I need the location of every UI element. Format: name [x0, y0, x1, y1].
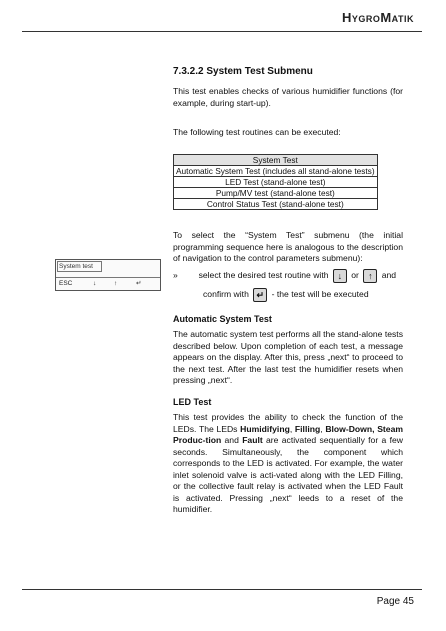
and-text: and [381, 270, 397, 280]
system-test-table [173, 154, 378, 210]
table-row [174, 199, 378, 210]
down-arrow-icon: ↓ [93, 280, 97, 287]
lcd-softkey-bar [56, 277, 160, 290]
select-text: select the desired test routine with [198, 270, 329, 280]
section-title: 7.3.2.2 System Test Submenu [173, 66, 313, 77]
confirm-instruction [203, 287, 369, 302]
table-cell: Control Status Test (stand-alone test) [174, 199, 378, 210]
confirm-tail: - the test will be executed [271, 289, 369, 299]
confirm-text: confirm with [203, 289, 249, 299]
table-header: System Test [174, 155, 378, 166]
table-row [174, 177, 378, 188]
table-cell: Pump/MV test (stand-alone test) [174, 188, 378, 199]
footer-rule [22, 589, 422, 590]
table-row [174, 188, 378, 199]
header-rule [22, 31, 422, 32]
led-test-heading: LED Test [173, 397, 212, 407]
lcd-esc-label: ESC [59, 280, 73, 287]
up-key-icon: ↑ [363, 269, 377, 283]
lcd-title: System test [57, 261, 102, 272]
intro-paragraph-2: The following test routines can be executed: [173, 127, 341, 137]
enter-key-icon: ↵ [253, 288, 267, 302]
down-key-icon: ↓ [333, 269, 347, 283]
bullet-marker: » [173, 270, 178, 280]
hygromatik-logo: HygroMatik [341, 10, 414, 25]
auto-test-body: The automatic system test performs all the stand-alone tests described below. Upon completion of each test, a message appears on the display. After this, press „next“ to proceed to the next test. After the last test the humidifier resets when pressing „next“. [173, 329, 403, 385]
up-arrow-icon: ↑ [114, 280, 118, 287]
led-test-body: This test provides the ability to check the function of the LEDs. The LEDs Humidifying, Filling, Blow-Down, Steam Produc-tion and Fault are activated sequentially for a few seconds. Simultaneously, the component which corresponds to the LED is activated. For example, the water inlet solenoid valve is acti-vated along with the LED Filling, or the collective fault relay is activated when the LED Fault is activated. Pressing „next“ leeds to a reset of the humidifier. [173, 412, 403, 514]
select-instruction [173, 268, 396, 283]
auto-test-heading: Automatic System Test [173, 314, 272, 324]
intro-paragraph: This test enables checks of various humidifier functions (for example, during start-up). [173, 86, 403, 108]
page-number: Page 45 [376, 596, 414, 607]
enter-arrow-icon: ↵ [136, 280, 142, 287]
table-row [174, 166, 378, 177]
table-cell: LED Test (stand-alone test) [174, 177, 378, 188]
lcd-display [55, 259, 161, 291]
table-cell: Automatic System Test (includes all stand-alone tests) [174, 166, 378, 177]
select-paragraph: To select the “System Test” submenu (the initial programming sequence here is analogous to the description of navigation to the control parameters submenu): [173, 230, 403, 263]
or-text: or [351, 270, 359, 280]
